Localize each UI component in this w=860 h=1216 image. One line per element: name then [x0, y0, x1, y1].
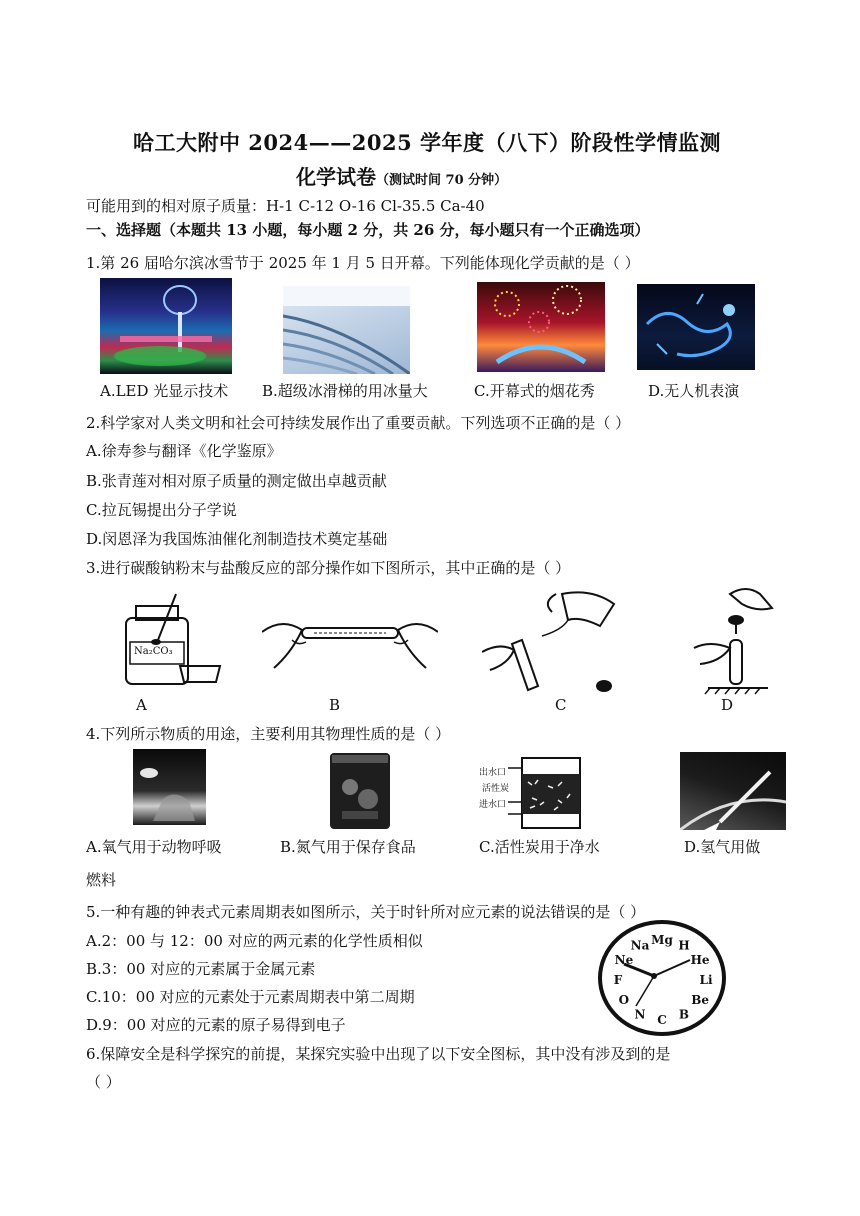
clock-element-o: O [618, 993, 630, 1007]
q4-stem: 4.下列所示物质的用途，主要利用其物理性质的是（ ） [86, 725, 451, 743]
rocket-launch-graphic [680, 752, 786, 830]
q2-option-d: D.闵恩泽为我国炼油催化剂制造技术奠定基础 [86, 530, 388, 548]
clock-element-li: Li [699, 973, 713, 987]
q4-option-c: C.活性炭用于净水 [479, 838, 600, 856]
q5-option-d: D.9：00 对应的元素的原子易得到电子 [86, 1016, 346, 1034]
exam-subtitle: 化学试卷 [296, 165, 376, 189]
clock-element-n: N [634, 1007, 646, 1022]
led-tower-graphic [100, 278, 232, 374]
q3-fig-d-dropper [690, 584, 782, 696]
fireworks-image [477, 282, 605, 372]
filter-label-carbon: 活性炭 [482, 784, 510, 794]
clock-element-be: Be [691, 993, 709, 1007]
filter-label-inlet: 进水口 [479, 800, 507, 810]
q3-fig-c-pouring [482, 582, 622, 694]
q2-option-c: C.拉瓦锡提出分子学说 [86, 501, 237, 519]
clock-element-he: He [690, 953, 710, 967]
filter-label-outlet: 出水口 [479, 768, 507, 778]
snack-bag-graphic [330, 753, 390, 829]
q4-option-a: A.氧气用于动物呼吸 [86, 838, 222, 856]
atomic-mass-line: 可能用到的相对原子质量：H-1 C-12 O-16 Cl-35.5 Ca-40 [86, 197, 485, 215]
clock-element-f: F [613, 973, 623, 987]
nitrogen-food-bag-image [330, 753, 390, 829]
section-heading: 一、选择题（本题共 13 小题，每小题 2 分，共 26 分，每小题只有一个正确选项） [86, 221, 650, 239]
q1-option-d: D.无人机表演 [648, 382, 740, 400]
q1-option-a: A.LED 光显示技术 [100, 382, 229, 400]
clock-element-ne: Ne [614, 953, 634, 967]
q3-stem: 3.进行碳酸钠粉末与盐酸反应的部分操作如下图所示，其中正确的是（ ） [86, 559, 571, 577]
q1-option-b: B.超级冰滑梯的用冰量大 [262, 382, 428, 400]
clock-element-b: B [678, 1007, 690, 1022]
drone-show-image [637, 284, 755, 370]
q4-option-b: B.氮气用于保存食品 [280, 838, 416, 856]
clock-element-c: C [657, 1013, 667, 1027]
q6-stem: 6.保障安全是科学探究的前提，某探究实验中出现了以下安全图标，其中没有涉及到的是 [86, 1045, 671, 1063]
q1-stem: 1.第 26 届哈尔滨冰雪节于 2025 年 1 月 5 日开幕。下列能体现化学贡献的是（ ） [86, 254, 640, 272]
animal-silhouette [133, 749, 206, 825]
q6-bracket: （ ） [86, 1073, 121, 1091]
q5-option-a: A.2：00 与 12：00 对应的两元素的化学性质相似 [86, 932, 423, 950]
clock-element-na: Na [630, 938, 650, 953]
q3-label-b: B [329, 696, 341, 714]
q3-fig-a-bottle [118, 590, 228, 690]
oxygen-breathing-image [133, 749, 206, 825]
element-clock-diagram [596, 918, 728, 1038]
fireworks-graphic [477, 282, 605, 372]
clock-element-mg: Mg [651, 933, 673, 947]
q3-label-c: C [555, 696, 567, 714]
q5-option-b: B.3：00 对应的元素属于金属元素 [86, 960, 316, 978]
q4-option-d: D.氢气用做 [684, 838, 761, 856]
exam-title: 哈工大附中 2024——2025 学年度（八下）阶段性学情监测 [133, 130, 722, 155]
q2-stem: 2.科学家对人类文明和社会可持续发展作出了重要贡献。下列选项不正确的是（ ） [86, 414, 631, 432]
q5-stem: 5.一种有趣的钟表式元素周期表如图所示，关于时针所对应元素的说法错误的是（ ） [86, 903, 646, 921]
exam-time-note: （测试时间 70 分钟） [376, 173, 508, 188]
q3-label-d: D [721, 696, 734, 714]
led-display-image [100, 278, 232, 374]
clock-element-h: H [678, 938, 690, 953]
drone-dragon-graphic [637, 284, 755, 370]
q3-fig-b-tube-hands [262, 612, 438, 674]
exam-subtitle-row [296, 161, 507, 190]
ice-slide-graphic [283, 286, 410, 374]
q5-option-c: C.10：00 对应的元素处于元素周期表中第二周期 [86, 988, 415, 1006]
q3-bottle-label: Na₂CO₃ [134, 646, 173, 657]
q4-option-d-continuation: 燃料 [86, 871, 117, 889]
q2-option-b: B.张青莲对相对原子质量的测定做出卓越贡献 [86, 472, 387, 490]
q3-label-a: A [136, 696, 147, 714]
q1-option-c: C.开幕式的烟花秀 [474, 382, 595, 400]
ice-slide-image [283, 286, 410, 374]
hydrogen-rocket-image [680, 752, 786, 830]
q2-option-a: A.徐寿参与翻译《化学鉴原》 [86, 442, 282, 460]
